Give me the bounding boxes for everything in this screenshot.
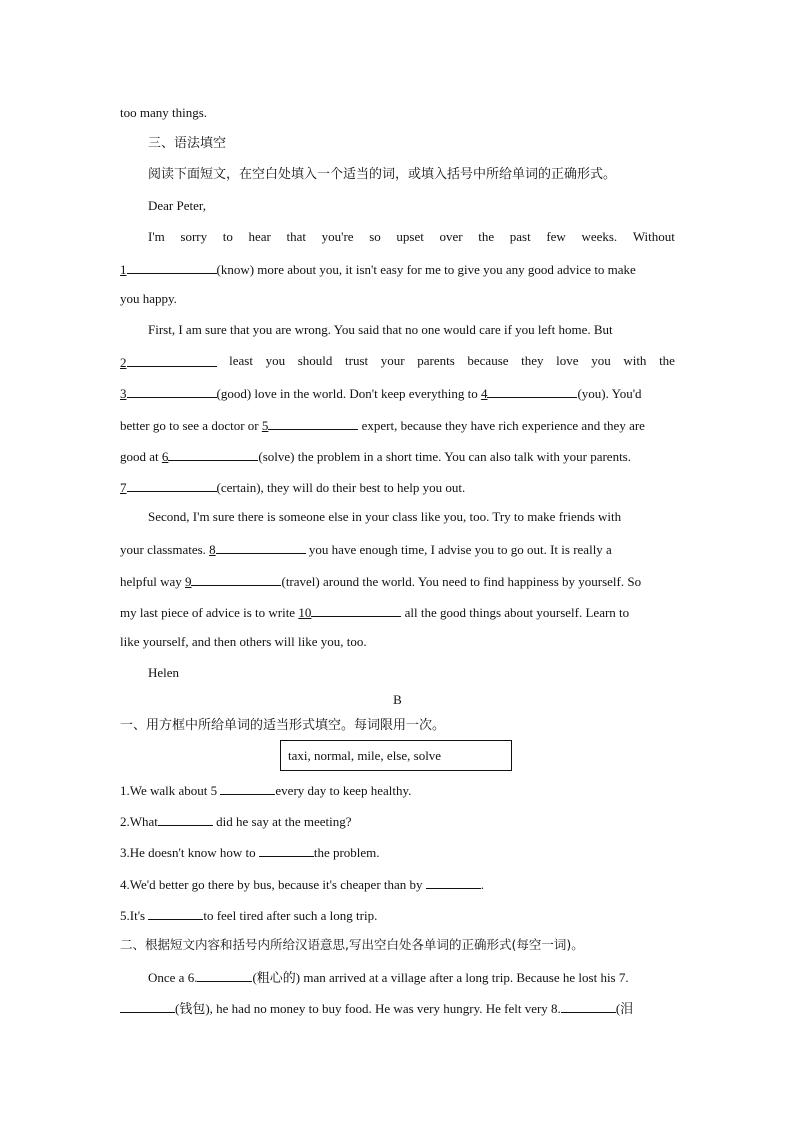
line-text: (know) more about you, it isn't easy for me to give you any good advice to make xyxy=(216,262,636,277)
word: over xyxy=(439,229,463,244)
paragraph-line xyxy=(120,228,675,246)
line-text: better go to see a doctor or xyxy=(120,418,262,433)
blank-4[interactable] xyxy=(487,383,577,398)
word: your xyxy=(380,353,405,368)
blank-q1[interactable] xyxy=(220,780,275,795)
line-text: 2.What xyxy=(120,814,158,829)
word: I'm xyxy=(148,229,165,244)
line-text: (travel) around the world. You need to find happiness by yourself. So xyxy=(281,574,642,589)
part-heading: B xyxy=(393,692,402,707)
word: because xyxy=(467,353,509,368)
word: few xyxy=(546,229,566,244)
blank-number: 2 xyxy=(120,355,127,370)
blank-b8[interactable] xyxy=(561,998,616,1013)
blank-b7[interactable] xyxy=(120,998,175,1013)
word: least xyxy=(229,353,253,368)
line-text: the problem. xyxy=(313,845,380,860)
paragraph-line xyxy=(120,998,675,1018)
word: you xyxy=(265,353,286,368)
line-text: you have enough time, I advise you to go out. It is really a xyxy=(305,542,612,557)
section-heading: 三、语法填空 xyxy=(148,136,227,151)
blank-number: 6 xyxy=(161,449,169,464)
line-text: did he say at the meeting? xyxy=(212,814,352,829)
line-text: good at xyxy=(120,449,162,464)
blank-number: 5 xyxy=(261,418,269,433)
blank-8[interactable] xyxy=(216,539,306,554)
line-text: my last piece of advice is to write xyxy=(120,605,299,620)
word: to xyxy=(222,229,233,244)
line-text: Once a 6. xyxy=(148,970,198,985)
word-box: taxi, normal, mile, else, solve xyxy=(280,740,512,771)
word: parents xyxy=(417,353,455,368)
word: Without xyxy=(632,229,675,244)
paragraph-line xyxy=(120,352,675,372)
blank-5[interactable] xyxy=(268,415,358,430)
word: should xyxy=(297,353,333,368)
blank-2[interactable] xyxy=(127,352,217,367)
line-text: (粗心的) man arrived at a village after a long trip. Because he lost his 7. xyxy=(252,970,629,985)
line-text: every day to keep healthy. xyxy=(275,783,412,798)
line-text: (good) love in the world. Don't keep everything to xyxy=(216,386,481,401)
paragraph-line: First, I am sure that you are wrong. You said that no one would care if you left home. But xyxy=(148,322,613,337)
line-text: 4.We'd better go there by bus, because it's cheaper than by xyxy=(120,877,426,892)
signature: Helen xyxy=(148,665,180,680)
word: love xyxy=(556,353,579,368)
blank-9[interactable] xyxy=(191,571,281,586)
word: upset xyxy=(396,229,424,244)
blank-number: 1 xyxy=(120,262,127,277)
word: sorry xyxy=(180,229,208,244)
line-text: to feel tired after such a long trip. xyxy=(203,908,378,923)
word: they xyxy=(521,353,544,368)
line-text: (钱包), he had no money to buy food. He was very hungry. He felt very 8. xyxy=(175,1001,561,1016)
question-1 xyxy=(120,780,675,800)
text-line: too many things. xyxy=(120,105,208,120)
section-heading: 一、用方框中所给单词的适当形式填空。每词限用一次。 xyxy=(120,718,446,733)
blank-b6[interactable] xyxy=(197,967,252,982)
paragraph-line xyxy=(120,446,675,466)
paragraph-line xyxy=(120,539,675,559)
word: you xyxy=(591,353,611,368)
blank-1[interactable] xyxy=(127,259,217,274)
paragraph-line xyxy=(120,602,675,622)
word: hear xyxy=(248,229,271,244)
blank-q4[interactable] xyxy=(426,874,481,889)
line-text: (you). You'd xyxy=(577,386,642,401)
blank-number: 4 xyxy=(480,386,488,401)
line-text: 1.We walk about 5 xyxy=(120,783,221,798)
question-4 xyxy=(120,874,675,894)
word: past xyxy=(509,229,531,244)
blank-7[interactable] xyxy=(127,477,217,492)
line-text: expert, because they have rich experience and they are xyxy=(358,418,645,433)
word: so xyxy=(369,229,381,244)
word: trust xyxy=(345,353,369,368)
word: with xyxy=(623,353,647,368)
line-text: all the good things about yourself. Learn to xyxy=(401,605,630,620)
paragraph-line: you happy. xyxy=(120,291,177,306)
question-5 xyxy=(120,905,675,925)
word: weeks. xyxy=(581,229,618,244)
blank-10[interactable] xyxy=(311,602,401,617)
blank-3[interactable] xyxy=(127,383,217,398)
line-text: helpful way xyxy=(120,574,185,589)
paragraph-line xyxy=(120,571,675,591)
blank-number: 3 xyxy=(120,386,127,401)
paragraph-line xyxy=(120,415,675,435)
blank-number: 10 xyxy=(298,605,312,620)
blank-q5[interactable] xyxy=(148,905,203,920)
section-heading: 二、根据短文内容和括号内所给汉语意思,写出空白处各单词的正确形式(每空一词)。 xyxy=(120,937,584,952)
word: that xyxy=(286,229,307,244)
line-text: . xyxy=(480,877,485,892)
blank-number: 9 xyxy=(184,574,192,589)
salutation: Dear Peter, xyxy=(148,198,206,213)
line-text: 5.It's xyxy=(120,908,149,923)
paragraph-line: like yourself, and then others will like you, too. xyxy=(120,634,367,649)
line-text: (泪 xyxy=(615,1001,634,1016)
word: the xyxy=(478,229,495,244)
paragraph-line xyxy=(120,967,675,987)
blank-number: 8 xyxy=(209,542,216,557)
paragraph-line: Second, I'm sure there is someone else in your class like you, too. Try to make friends with xyxy=(148,509,622,524)
word: the xyxy=(659,353,675,368)
question-3 xyxy=(120,842,675,862)
paragraph-line xyxy=(120,477,675,497)
question-2 xyxy=(120,811,675,831)
blank-6[interactable] xyxy=(168,446,258,461)
blank-number: 7 xyxy=(120,480,127,495)
line-text: (certain), they will do their best to help you out. xyxy=(216,480,466,495)
word: you're xyxy=(321,229,354,244)
paragraph-line xyxy=(120,383,675,403)
paragraph-line xyxy=(120,259,675,279)
line-text: your classmates. xyxy=(120,542,210,557)
instruction: 阅读下面短文，在空白处填入一个适当的词，或填入括号中所给单词的正确形式。 xyxy=(148,167,617,182)
blank-q3[interactable] xyxy=(259,842,314,857)
line-text: (solve) the problem in a short time. You can also talk with your parents. xyxy=(258,449,631,464)
line-text: 3.He doesn't know how to xyxy=(120,845,259,860)
blank-q2[interactable] xyxy=(158,811,213,826)
